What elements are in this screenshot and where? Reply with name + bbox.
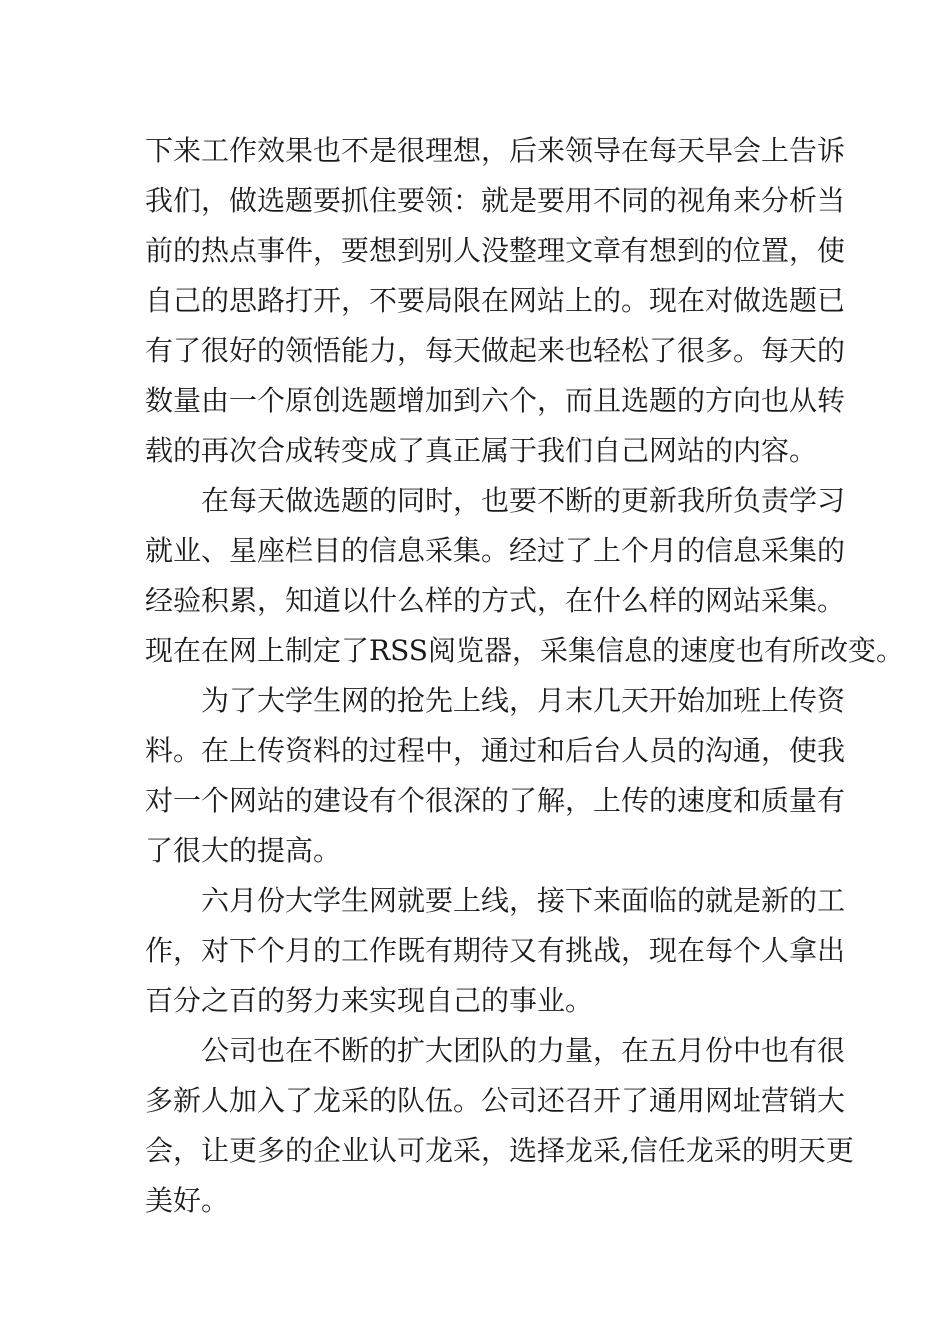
paragraph-2 [145,476,904,676]
paragraph-line: 作，对下个月的工作既有期待又有挑战，现在每个人拿出 [145,934,846,967]
paragraph-line: 会，让更多的企业认可龙采，选择龙采,信任龙采的明天更 [145,1134,854,1167]
paragraph-line: 现在在网上制定了RSS阅览器，采集信息的速度也有所改变。 [145,634,904,667]
paragraph-5 [145,1026,854,1226]
paragraph-line: 美好。 [145,1184,230,1217]
paragraph-line: 有了很好的领悟能力，每天做起来也轻松了很多。每天的 [145,334,846,367]
paragraph-line: 百分之百的努力来实现自己的事业。 [145,984,594,1017]
paragraph-line: 在每天做选题的同时，也要不断的更新我所负责学习 [201,484,846,517]
paragraph-line: 公司也在不断的扩大团队的力量，在五月份中也有很 [201,1034,846,1067]
paragraph-1 [145,126,846,476]
paragraph-line: 自己的思路打开，不要局限在网站上的。现在对做选题已 [145,284,846,317]
paragraph-line: 前的热点事件，要想到别人没整理文章有想到的位置，使 [145,234,846,267]
paragraph-line: 多新人加入了龙采的队伍。公司还召开了通用网址营销大 [145,1084,846,1117]
paragraph-line: 为了大学生网的抢先上线，月末几天开始加班上传资 [201,684,846,717]
paragraph-line: 六月份大学生网就要上线，接下来面临的就是新的工 [201,884,846,917]
paragraph-line: 我们，做选题要抓住要领：就是要用不同的视角来分析当 [145,184,846,217]
paragraph-4 [145,876,846,1026]
paragraph-line: 对一个网站的建设有个很深的了解，上传的速度和质量有 [145,784,846,817]
document-body [145,126,904,1226]
paragraph-3 [145,676,846,876]
paragraph-line: 料。在上传资料的过程中，通过和后台人员的沟通，使我 [145,734,846,767]
paragraph-line: 数量由一个原创选题增加到六个，而且选题的方向也从转 [145,384,846,417]
paragraph-line: 下来工作效果也不是很理想，后来领导在每天早会上告诉 [145,134,846,167]
paragraph-line: 就业、星座栏目的信息采集。经过了上个月的信息采集的 [145,534,846,567]
paragraph-line: 经验积累，知道以什么样的方式，在什么样的网站采集。 [145,584,846,617]
paragraph-line: 载的再次合成转变成了真正属于我们自己网站的内容。 [145,434,818,467]
paragraph-line: 了很大的提高。 [145,834,342,867]
